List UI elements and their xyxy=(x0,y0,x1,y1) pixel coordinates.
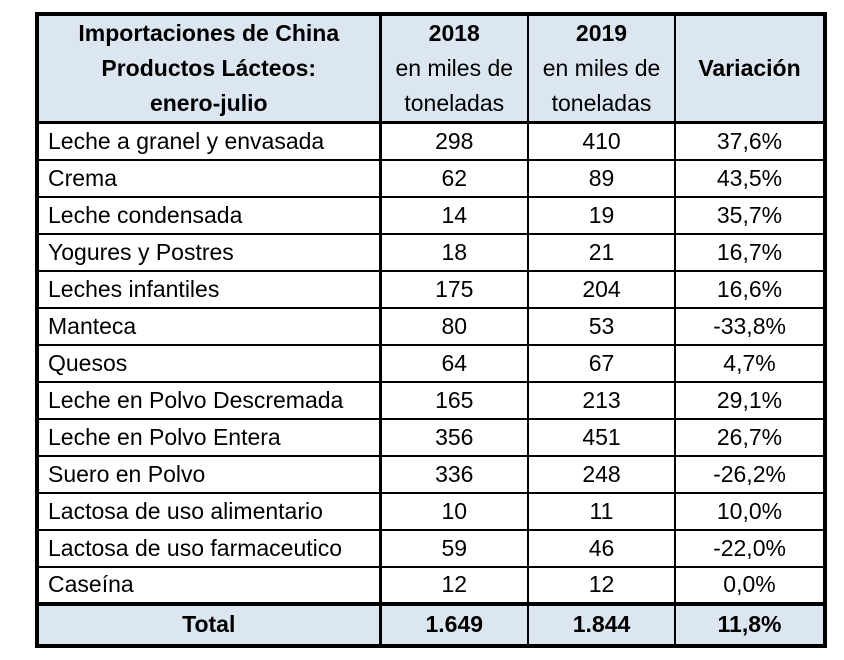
variacion-cell: 4,7% xyxy=(675,345,825,382)
value-2018-cell: 59 xyxy=(380,530,528,567)
product-cell: Suero en Polvo xyxy=(37,456,380,493)
value-2018-cell: 298 xyxy=(380,123,528,160)
variacion-cell: 0,0% xyxy=(675,567,825,604)
total-2019: 1.844 xyxy=(528,604,675,646)
value-2018-cell: 18 xyxy=(380,234,528,271)
variacion-cell: 10,0% xyxy=(675,493,825,530)
table-row xyxy=(37,160,825,197)
value-2019-cell: 213 xyxy=(528,382,675,419)
total-label: Total xyxy=(37,604,380,646)
total-2018: 1.649 xyxy=(380,604,528,646)
value-2018-cell: 10 xyxy=(380,493,528,530)
variacion-cell: 16,7% xyxy=(675,234,825,271)
imports-table-container xyxy=(35,12,827,648)
table-row xyxy=(37,197,825,234)
table-row xyxy=(37,234,825,271)
table-footer xyxy=(37,604,825,646)
value-2018-cell: 175 xyxy=(380,271,528,308)
product-cell: Yogures y Postres xyxy=(37,234,380,271)
header-2018-unit-line2: toneladas xyxy=(404,90,505,116)
variacion-cell: -33,8% xyxy=(675,308,825,345)
header-2019-unit-line2: toneladas xyxy=(551,90,652,116)
header-2018-unit-line1: en miles de xyxy=(395,55,514,81)
header-products xyxy=(37,14,380,123)
value-2018-cell: 336 xyxy=(380,456,528,493)
variacion-cell: 26,7% xyxy=(675,419,825,456)
variacion-cell: 43,5% xyxy=(675,160,825,197)
value-2019-cell: 451 xyxy=(528,419,675,456)
value-2019-cell: 204 xyxy=(528,271,675,308)
table-row xyxy=(37,271,825,308)
variacion-cell: 16,6% xyxy=(675,271,825,308)
variacion-cell: 37,6% xyxy=(675,123,825,160)
table-row xyxy=(37,382,825,419)
table-header xyxy=(37,14,825,123)
table-row xyxy=(37,567,825,604)
header-2019-unit-line1: en miles de xyxy=(542,55,661,81)
header-2019 xyxy=(528,14,675,123)
product-cell: Caseína xyxy=(37,567,380,604)
header-row xyxy=(37,14,825,123)
product-cell: Quesos xyxy=(37,345,380,382)
value-2019-cell: 89 xyxy=(528,160,675,197)
product-cell: Leches infantiles xyxy=(37,271,380,308)
table-row xyxy=(37,345,825,382)
product-cell: Leche condensada xyxy=(37,197,380,234)
value-2019-cell: 67 xyxy=(528,345,675,382)
total-variacion: 11,8% xyxy=(675,604,825,646)
value-2018-cell: 12 xyxy=(380,567,528,604)
value-2018-cell: 80 xyxy=(380,308,528,345)
product-cell: Lactosa de uso alimentario xyxy=(37,493,380,530)
product-cell: Leche en Polvo Descremada xyxy=(37,382,380,419)
product-cell: Crema xyxy=(37,160,380,197)
value-2018-cell: 62 xyxy=(380,160,528,197)
table-row xyxy=(37,419,825,456)
header-variacion: Variación xyxy=(675,14,825,123)
total-row xyxy=(37,604,825,646)
value-2019-cell: 410 xyxy=(528,123,675,160)
header-title-line1: Importaciones de China xyxy=(78,20,340,46)
variacion-cell: -26,2% xyxy=(675,456,825,493)
imports-table xyxy=(35,12,827,648)
variacion-cell: 35,7% xyxy=(675,197,825,234)
value-2019-cell: 11 xyxy=(528,493,675,530)
product-cell: Leche a granel y envasada xyxy=(37,123,380,160)
header-title-line2: Productos Lácteos: xyxy=(101,55,317,81)
product-cell: Manteca xyxy=(37,308,380,345)
table-row xyxy=(37,530,825,567)
table-row xyxy=(37,308,825,345)
value-2019-cell: 19 xyxy=(528,197,675,234)
value-2019-cell: 12 xyxy=(528,567,675,604)
header-2018-year: 2018 xyxy=(428,20,480,46)
product-cell: Leche en Polvo Entera xyxy=(37,419,380,456)
header-2019-year: 2019 xyxy=(575,20,628,46)
value-2019-cell: 46 xyxy=(528,530,675,567)
product-cell: Lactosa de uso farmaceutico xyxy=(37,530,380,567)
value-2019-cell: 248 xyxy=(528,456,675,493)
header-title-line3: enero-julio xyxy=(149,90,268,116)
variacion-cell: -22,0% xyxy=(675,530,825,567)
table-row xyxy=(37,123,825,160)
value-2018-cell: 356 xyxy=(380,419,528,456)
value-2019-cell: 21 xyxy=(528,234,675,271)
value-2019-cell: 53 xyxy=(528,308,675,345)
variacion-cell: 29,1% xyxy=(675,382,825,419)
table-row xyxy=(37,493,825,530)
value-2018-cell: 14 xyxy=(380,197,528,234)
value-2018-cell: 165 xyxy=(380,382,528,419)
value-2018-cell: 64 xyxy=(380,345,528,382)
header-2018 xyxy=(380,14,528,123)
table-row xyxy=(37,456,825,493)
table-body xyxy=(37,123,825,604)
